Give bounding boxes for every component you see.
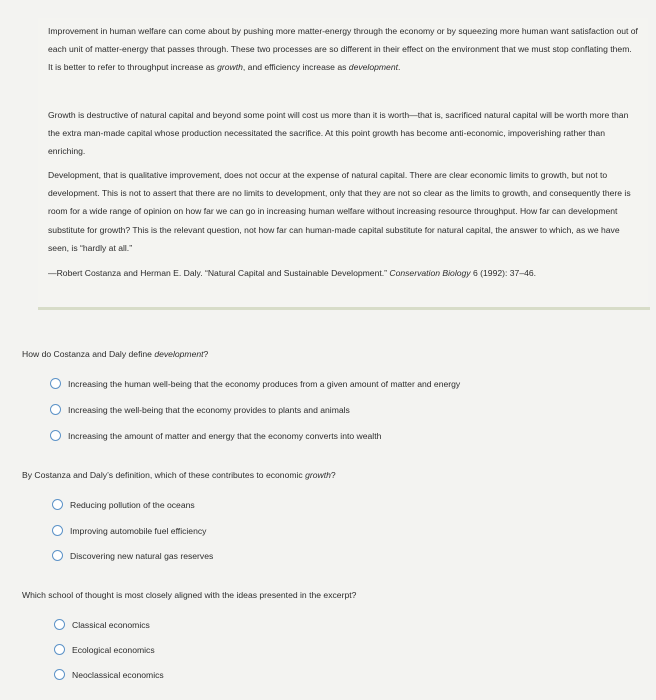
radio-button[interactable]: [52, 499, 63, 510]
radio-button[interactable]: [50, 404, 61, 415]
question-2-option-1[interactable]: Reducing pollution of the oceans: [52, 499, 195, 510]
question-2-option-3[interactable]: Discovering new natural gas reserves: [52, 550, 213, 561]
radio-button[interactable]: [50, 378, 61, 389]
passage-paragraph-2: Growth is destructive of natural capital and beyond some point will cost us more than it is worth—that is, sacrificed natural capital will be worth more than the extra man-made capital whose production necessitated the sacrifice. At this point growth has become anti-economic, impoverishing rather than enriching.: [48, 110, 629, 157]
passage-paragraph-3: Development, that is qualitative improvement, does not occur at the expense of natural capital. There are clear economic limits to growth, but not to development. This is not to assert that there are no limits to development, only that they are not so clear as the limits to growth, and consequently there is room for a wide range of opinion on how far we can go in increasing human welfare without increasing resource throughput. How far can development substitute for growth? This is the relevant question, not how far can human-made capital substitute for natural capital, the answer to which, as we have seen, is “hardly at all.”: [48, 170, 631, 253]
section-divider: [38, 307, 650, 310]
question-3-option-3[interactable]: Neoclassical economics: [54, 669, 164, 680]
passage-panel: [38, 18, 648, 308]
radio-button[interactable]: [54, 619, 65, 630]
radio-button[interactable]: [52, 550, 63, 561]
question-2-option-2[interactable]: Improving automobile fuel efficiency: [52, 525, 206, 536]
passage-citation: —Robert Costanza and Herman E. Daly. “Natural Capital and Sustainable Development.” Conservation Biology 6 (1992): 37–46.: [48, 268, 537, 278]
radio-button[interactable]: [54, 644, 65, 655]
question-3-prompt: Which school of thought is most closely aligned with the ideas presented in the excerpt?: [22, 590, 357, 600]
question-1-option-1[interactable]: Increasing the human well-being that the economy produces from a given amount of matter and energy: [50, 378, 460, 389]
question-1-option-3[interactable]: Increasing the amount of matter and energy that the economy converts into wealth: [50, 430, 381, 441]
question-1-prompt: How do Costanza and Daly define development?: [22, 349, 209, 359]
radio-button[interactable]: [54, 669, 65, 680]
passage-paragraph-1: Improvement in human welfare can come about by pushing more matter-energy through the economy or by squeezing more human want satisfaction out of each unit of matter-energy that passes through. These two processes are so different in their effect on the environment that we must stop conflating them. It is better to refer to throughput increase as growth, and efficiency increase as development.: [48, 26, 638, 73]
question-2-prompt: By Costanza and Daly’s definition, which of these contributes to economic growth?: [22, 470, 336, 480]
question-3-option-2[interactable]: Ecological economics: [54, 644, 155, 655]
question-1-option-2[interactable]: Increasing the well-being that the economy provides to plants and animals: [50, 404, 350, 415]
radio-button[interactable]: [52, 525, 63, 536]
question-3-option-1[interactable]: Classical economics: [54, 619, 150, 630]
radio-button[interactable]: [50, 430, 61, 441]
